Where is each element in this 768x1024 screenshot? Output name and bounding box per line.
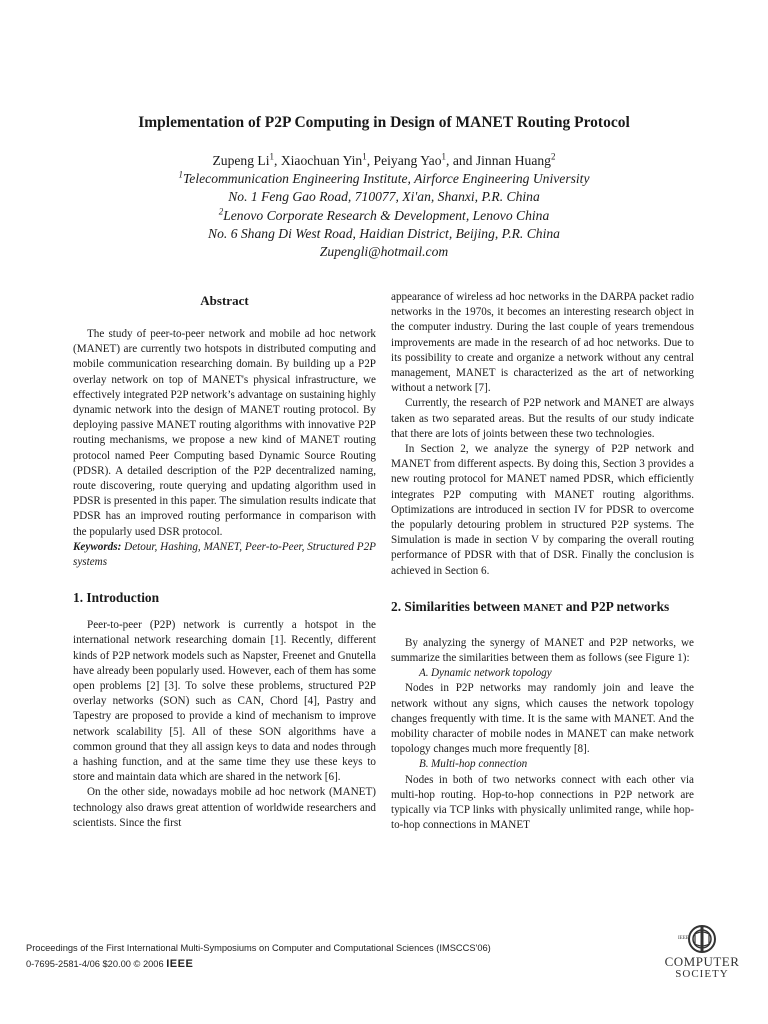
author-name: , Xiaochuan Yin bbox=[274, 153, 363, 168]
heading-smallcaps: MANET bbox=[523, 602, 563, 614]
subsection-a-heading bbox=[391, 666, 694, 681]
affiliation-2-name bbox=[0, 207, 768, 225]
affiliation-text: Telecommunication Engineering Institute, Airforce Engineering University bbox=[183, 171, 590, 187]
author-affiliation-mark: 2 bbox=[550, 151, 556, 162]
logo-word-society: SOCIETY bbox=[675, 968, 729, 980]
author-name: Zupeng Li bbox=[212, 153, 270, 168]
logo-ieee-text: IEEE bbox=[678, 936, 689, 941]
author-affiliation-mark: 1 bbox=[441, 151, 447, 162]
right-column bbox=[391, 290, 694, 834]
section-2-paragraph: Nodes in P2P networks may randomly join and leave the network without any signs, which causes the network topology changes frequently with time. It is the same with MANET. And the mobility character of mobile nodes in MANET can make network topology changes much more frequently [8]. bbox=[391, 682, 694, 756]
heading-text: 2. Similarities between bbox=[391, 598, 524, 614]
left-column bbox=[73, 290, 376, 831]
keywords bbox=[73, 540, 376, 570]
paper-title: Implementation of P2P Computing in Design of MANET Routing Protocol bbox=[138, 114, 630, 131]
author-block bbox=[0, 152, 768, 261]
intro-paragraph: Currently, the research of P2P network and MANET are always taken as two separated areas. But the results of our study indicate that there are lots of joints between these two technologies. bbox=[391, 397, 694, 440]
affiliation-2-address: No. 6 Shang Di West Road, Haidian District, Beijing, P.R. China bbox=[208, 225, 560, 241]
intro-paragraph: On the other side, nowadays mobile ad hoc network (MANET) technology also draws great attention of worldwide researchers and scientists. Since the first bbox=[73, 786, 376, 829]
author-email: Zupengli@hotmail.com bbox=[319, 244, 449, 260]
affiliation-mark: 1 bbox=[178, 169, 183, 180]
intro-paragraph: Peer-to-peer (P2P) network is currently a hotspot in the international network researching domain [1]. Recently, different kinds of P2P network models such as Napster, Freenet and Gnutella have already been popularly used. However, each of them has some open problems [2] [3]. To solve these problems, structured P2P overlay networks (SON) such as CAN, Chord [4], Pastry and Tapestry are proposed to provide a kind of mechanism to improve network scalability [5]. All of these SON algorithms have a common ground that they all assign keys to data and nodes through a hashing function, and at the same time they use these keys to store and maintain data which are shared in the network [6]. bbox=[73, 619, 376, 784]
subsection-number: A. bbox=[419, 667, 429, 680]
affiliation-1-address: No. 1 Feng Gao Road, 710077, Xi'an, Shanxi, P.R. China bbox=[228, 189, 540, 205]
author-affiliation-mark: 1 bbox=[269, 151, 275, 162]
proceedings-footer bbox=[26, 940, 491, 972]
heading-text: and P2P networks bbox=[562, 598, 670, 614]
subsection-b-heading bbox=[391, 757, 694, 772]
author-list bbox=[0, 152, 768, 170]
subsection-title: Dynamic network topology bbox=[431, 667, 552, 680]
computer-society-emblem-icon bbox=[687, 924, 717, 954]
abstract-text: The study of peer-to-peer network and mobile ad hoc network (MANET) are currently two hotspots in distributed computing and mobile communication researching domain. By building up a P2P overlay network on top of MANET's physical infrastructure, we effectively integrated P2P network’s advantage on sustaining highly dynamic network into the design of MANET routing protocol. By deploying passive MANET routing algorithms with innovative P2P routing mechanisms, we propose a new kind of MANET routing protocol named Peer Computing based Dynamic Source Routing (PDSR). A detailed description of the P2P decentralized naming, route discovering, route querying and updating algorithm used in PDSR is presented in this paper. The simulation results indicate that PDSR has an improved routing performance in comparison with the popularly used DSR protocol. bbox=[73, 328, 376, 538]
ieee-wordmark: IEEE bbox=[166, 958, 194, 970]
keywords-list: Detour, Hashing, MANET, Peer-to-Peer, Structured P2P systems bbox=[73, 540, 376, 569]
section-2-paragraph: Nodes in both of two networks connect with each other via multi-hop routing. Hop-to-hop connections in P2P network are typically via TCP links with physically unlimited range, while hop-to-hop connections in MANET bbox=[391, 773, 694, 832]
author-name: , and Jinnan Huang bbox=[446, 153, 551, 168]
author-name: , Peiyang Yao bbox=[366, 153, 442, 168]
copyright-line bbox=[26, 956, 491, 972]
author-affiliation-mark: 1 bbox=[362, 151, 367, 162]
affiliation-text: Lenovo Corporate Research & Development, Lenovo China bbox=[223, 207, 550, 223]
subsection-number: B. bbox=[419, 758, 429, 771]
copyright-text: 0-7695-2581-4/06 $20.00 © 2006 bbox=[26, 959, 167, 969]
logo-word-computer: COMPUTER bbox=[664, 954, 740, 969]
section-2-heading bbox=[391, 598, 694, 618]
intro-paragraph: In Section 2, we analyze the synergy of P2P network and MANET from different aspects. By doing this, Section 3 provides a new routing protocol for MANET named PDSR, which efficiently integrates P2P computing with MANET routing algorithms. Optimizations are introduced in section IV for PDSR to overcome the popularly detouring problem in structured P2P systems. The Simulation is made in section V by comparing the overall routing performance of PDSR with that of DSR. Finally the conclusion is achieved in Section 6. bbox=[391, 443, 694, 577]
subsection-title: Multi-hop connection bbox=[431, 758, 528, 771]
computer-society-logo bbox=[662, 924, 742, 982]
section-2-paragraph: By analyzing the synergy of MANET and P2P networks, we summarize the similarities between them as follows (see Figure 1): bbox=[391, 636, 694, 665]
section-1-heading: 1. Introduction bbox=[73, 590, 160, 606]
keywords-label: Keywords: bbox=[73, 540, 122, 553]
affiliation-1-name bbox=[0, 170, 768, 188]
intro-paragraph-continued: appearance of wireless ad hoc networks in the DARPA packet radio networks in the 1970s, it becomes an interesting research object in the computer industry. During the last couple of years tremendous improvements are made in the research of ad hoc networks. Due to its possibility to create and organize a network without any central management, MANET is characterized as the art of networking without a network [7]. bbox=[391, 291, 694, 395]
proceedings-line: Proceedings of the First International Multi-Symposiums on Computer and Computational Sciences (IMSCCS'06) bbox=[26, 943, 491, 953]
abstract-heading: Abstract bbox=[200, 293, 249, 308]
affiliation-mark: 2 bbox=[218, 206, 224, 217]
